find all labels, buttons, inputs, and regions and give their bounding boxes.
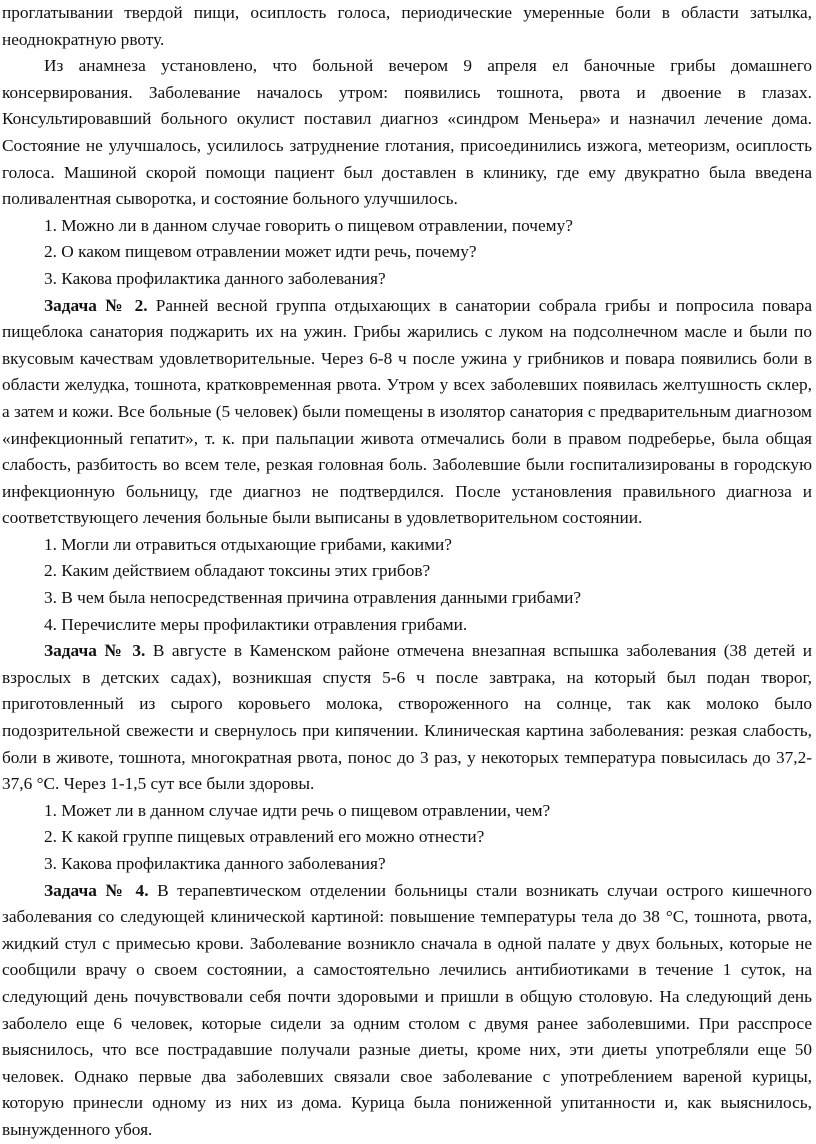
task4-text: В терапевтическом отделении больницы стали возникать случаи острого кишечного заболевания со следующей клинической картиной: повышение температуры тела до 38 °С, тошнота, рвота, жидкий стул с примесью крови. Заболевание возникло сначала в одной палате у двух больных, которые не сообщили врачу о своем состоянии, а самостоятельно лечились антибиотиками в течение 1 суток, на следующий день почувствовали себя почти здоровыми и пришли в общую столовую. На следующий день заболело еще 6 человек, которые сидели за одним столом с двумя ранее заболевшими. При расспросе выяснилось, что все пострадавшие получали разные диеты, кроме них, эти диеты употребляли еще 50 человек. Однако первые два заболевших связали свое заболевание с употреблением вареной курицы, которую принесли одному из них из дома. Курица была пониженной упитанности и, как выяснилось, вынужденного убоя.	[2, 880, 812, 1139]
anamnesis-paragraph: Из анамнеза установлено, что больной вечером 9 апреля ел баночные грибы домашнего консервирования. Заболевание началось утром: появились тошнота, рвота и двоение в глазах. Консультировавший больного окулист поставил диагноз «синдром Меньера» и назначил лечение дома. Состояние не улучшалось, усилилось затруднение глотания, присоединились изжога, метеоризм, осиплость голоса. Машиной скорой помощи пациент был доставлен в клинику, где ему двукратно была введена поливалентная сыворотка, и состояние больного улучшилось.	[2, 56, 812, 209]
task2-paragraph	[2, 293, 812, 532]
task3-paragraph	[2, 638, 812, 798]
task1-question-1: 1. Можно ли в данном случае говорить о пищевом отравлении, почему?	[44, 215, 573, 235]
task3-question-2: 2. К какой группе пищевых отравлений его можно отнести?	[44, 827, 485, 847]
task3-text: В августе в Каменском районе отмечена внезапная вспышка заболевания (38 детей и взрослых в детских садах), возникшая спустя 5-6 ч после завтрака, на который был подан творог, приготовленный из сырого коровьего молока, створоженного на солнце, так как молоко было подозрительной свежести и свернулось при кипячении. Клиническая картина заболевания: резкая слабость, боли в животе, тошнота, многократная рвота, понос до 3 раз, у некоторых температура повысилась до 37,2-37,6 °С. Через 1-1,5 сут все были здоровы.	[2, 641, 812, 794]
task2-question-3: 3. В чем была непосредственная причина отравления данными грибами?	[44, 588, 582, 608]
task3-title: Задача № 3.	[44, 641, 146, 661]
task3-question-1: 1. Может ли в данном случае идти речь о пищевом отравлении, чем?	[44, 800, 551, 820]
task2-title: Задача № 2.	[44, 295, 148, 315]
task2-question-2: 2. Каким действием обладают токсины этих грибов?	[44, 561, 431, 581]
task3-question-3: 3. Какова профилактика данного заболевания?	[44, 854, 386, 873]
task2-question-1: 1. Могли ли отравиться отдыхающие грибами, какими?	[44, 534, 452, 554]
task2-question-4: 4. Перечислите меры профилактики отравления грибами.	[44, 614, 468, 634]
task1-question-3: 3. Какова профилактика данного заболевания?	[44, 268, 386, 288]
task1-question-2: 2. О каком пищевом отравлении может идти речь, почему?	[44, 242, 477, 262]
task4-paragraph	[2, 878, 812, 1144]
task2-text: Ранней весной группа отдыхающих в санатории собрала грибы и попросила повара пищеблока санатория поджарить их на ужин. Грибы жарились с луком на подсолнечном масле и были по вкусовым качествам удовлетворительные. Через 6-8 ч после ужина у грибников и повара появились боли в области желудка, тошнота, кратковременная рвота. Утром у всех заболевших появилась желтушность склер, а затем и кожи. Все больные (5 человек) были помещены в изолятор санатория с предварительным диагнозом «инфекционный гепатит», т. к. при пальпации живота отмечались боли в правом подреберье, была общая слабость, разбитость во всем теле, резкая головная боль. Заболевшие были госпитализированы в городскую инфекционную больницу, где диагноз не подтвердился. После установления правильного диагноза и соответствующего лечения больные были выписаны в удовлетворительном состоянии.	[2, 295, 812, 528]
intro-paragraph-continuation: проглатывании твердой пищи, осиплость голоса, периодические умеренные боли в области затылка, неоднократную рвоту.	[2, 3, 812, 49]
task4-title: Задача № 4.	[44, 880, 149, 900]
